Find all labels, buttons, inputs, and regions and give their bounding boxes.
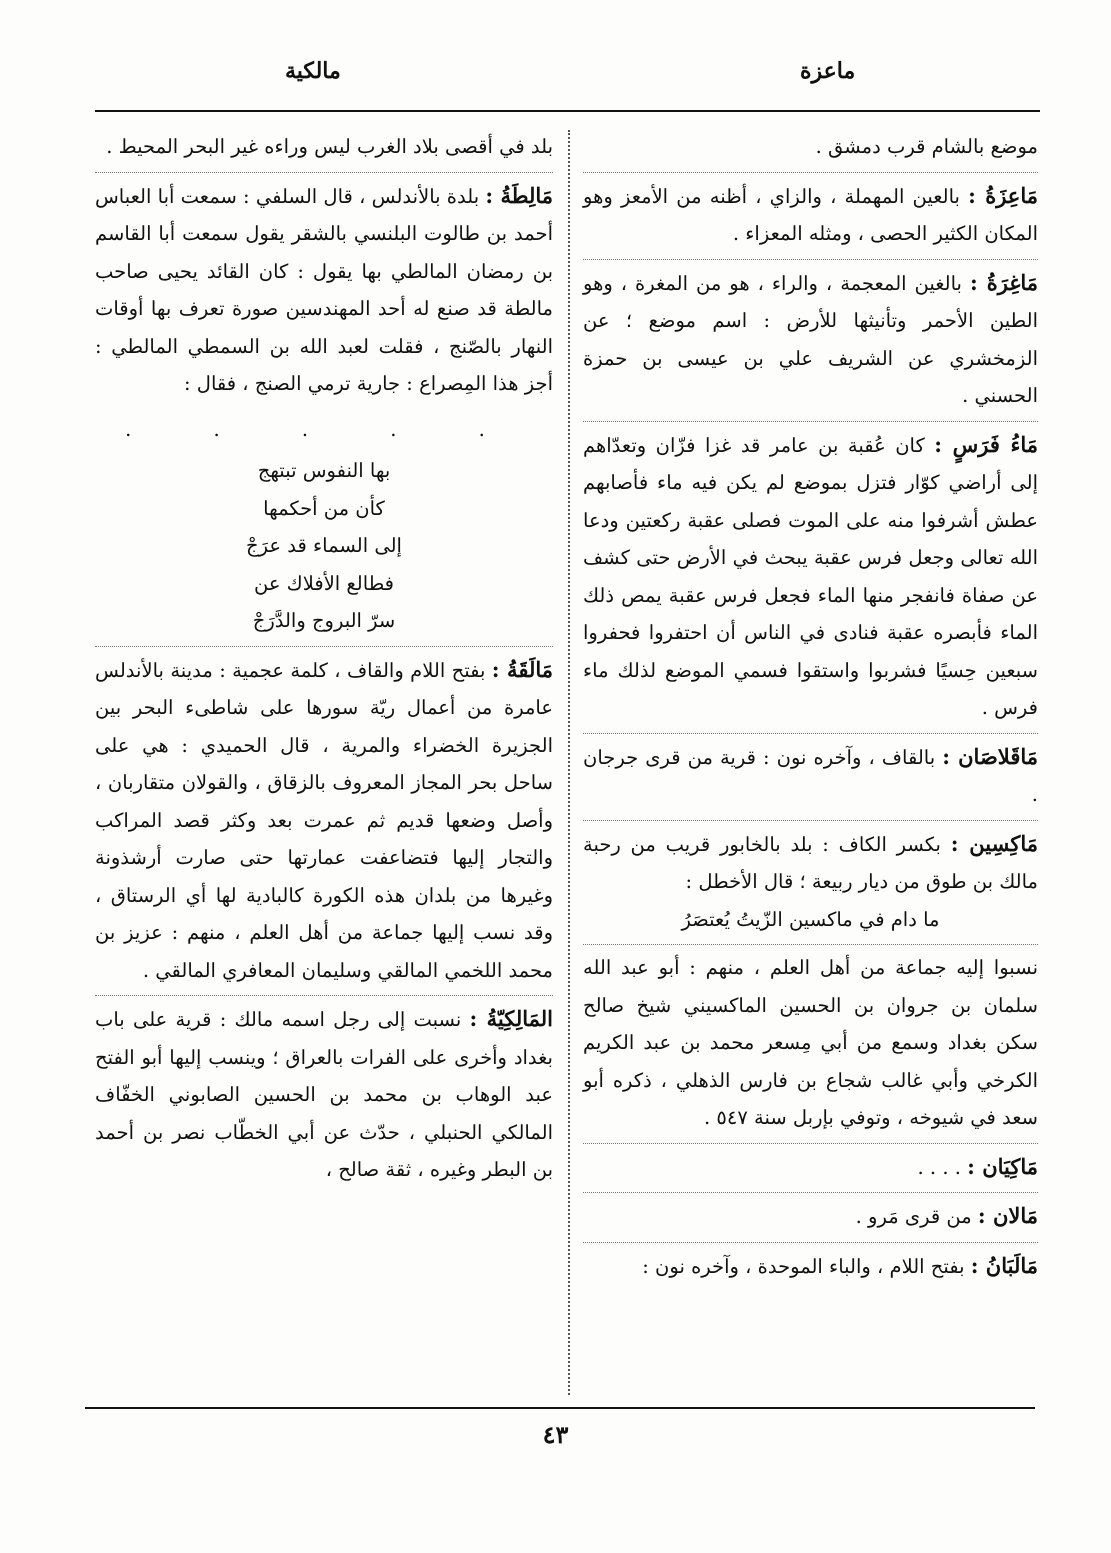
column-divider — [568, 130, 570, 1395]
entry-maizah — [583, 172, 1038, 253]
entry-text: بفتح اللام والقاف ، كلمة عجمية : مدينة بالأندلس عامرة من أعمال ريّة سورها على شاطىء البحر بين الجزيرة الخضراء والمرية ، قال الحميدي : هي على ساحل بحر المجاز المعروف بالزقاق ، والقولان متقاربان ، وأصل وضعها قديم ثم عمرت بعد وكثر قصد المراكب والتجار إليها فتضاعفت عمارتها حتى صارت أرشذونة وغيرها من بلدان هذه الكورة كالبادية لها أي الرستاق ، وقد نسب إليها جماعة من أهل العلم ، منهم : عزيز بن محمد اللخمي المالقي وسليمان المعافري المالقي . — [95, 658, 553, 982]
entry-text: بفتح اللام ، والباء الموحدة ، وآخره نون : — [642, 1254, 971, 1278]
entry-text: نسبت إلى رجل اسمه مالك : قرية على باب بغداد وأخرى على الفرات بالعراق ؛ وينسب إليها أبو الفتح عبد الوهاب بن محمد بن الحسين الصابوني الخفّاف المالكي الحنبلي ، حدّث عن أبي الخطّاب نصر بن أحمد بن البطر وغيره ، ثقة صالح ، — [95, 1008, 553, 1181]
headword: المَالِكِيّةُ : — [469, 1006, 553, 1031]
right-column — [583, 128, 1038, 1285]
entry-malikiyyah — [95, 995, 553, 1189]
poem-line: بها النفوس تبتهج — [257, 459, 391, 482]
entry-makisin — [583, 820, 1038, 901]
left-column — [95, 128, 553, 1189]
headword: مَالان : — [977, 1203, 1038, 1228]
entry-continuation: موضع بالشام قرب دمشق . — [815, 135, 1038, 158]
entry-text: نسبوا إليه جماعة من أهل العلم ، منهم : أبو عبد الله سلمان بن جروان بن الحسين الماكسيني شيخ صالح سكن بغداد وسمع من أبي مِسعر محمد بن عبد الكريم الكرخي وأبي غالب شجاع بن فارس الذهلي ، ذكره أبو سعد في شيوخه ، وتوفي بإربل سنة ٥٤٧ . — [583, 956, 1038, 1129]
headword: مَاعِزَةُ : — [968, 182, 1038, 208]
poem — [95, 452, 553, 640]
entry-maqalasan — [583, 733, 1038, 814]
entry-text: بالقاف ، وآخره نون : قرية من قرى جرجان . — [583, 745, 1038, 806]
running-header-right: ماعزة — [800, 58, 856, 84]
headword: مَاءُ فَرَسٍ : — [934, 431, 1038, 457]
page-number: ٤٣ — [542, 1420, 569, 1449]
entry-continuation: بلد في أقصى بلاد الغرب ليس وراءه غير البحر المحيط . — [106, 135, 553, 158]
footer-rule — [85, 1407, 1035, 1409]
entry-maghirah — [583, 259, 1038, 415]
poem-line: كأن من أحكمها — [263, 496, 385, 520]
entry-maa-faras — [583, 421, 1038, 727]
entry-makisin-continued — [583, 944, 1038, 1137]
entry-text: من قرى مَرو . — [855, 1205, 978, 1228]
headword: مَالِطَةُ : — [485, 182, 553, 208]
headword: مَالَقَةُ : — [491, 656, 553, 682]
headword: مَاكِسِين : — [950, 830, 1039, 856]
entry-maltah — [95, 172, 553, 403]
poem-line: سرّ البروج والدَّرَجْ — [252, 609, 396, 632]
headword: مَاغِرَةُ : — [969, 269, 1038, 295]
entry-text: بالعين المهملة ، والزاي ، أظنه من الأمعز وهو المكان الكثير الحصى ، ومثله المعزاء . — [583, 184, 1038, 245]
headword: مَاقَلاصَان : — [942, 743, 1039, 769]
entry-makiyan — [583, 1143, 1038, 1187]
header-rule — [95, 110, 1040, 112]
entry-malaban — [583, 1242, 1038, 1286]
headword: مَالَبَانُ : — [970, 1252, 1038, 1278]
ellipsis-dots: . . . . . — [125, 417, 523, 441]
poem-line: إلى السماء قد عرَجْ — [246, 534, 402, 557]
entry-text: بالغين المعجمة ، والراء ، هو من المغرة ، وهو الطين الأحمر وتأنيثها للأرض : اسم موضع ؛ عن الزمخشري عن الشريف علي بن عيسى بن حمزة الحسني . — [583, 271, 1038, 407]
entry-malan — [583, 1192, 1038, 1236]
entry-malaqah — [95, 646, 553, 990]
entry-text: بكسر الكاف : بلد بالخابور قريب من رحبة مالك بن طوق من ديار ربيعة ؛ قال الأخطل : — [583, 832, 1038, 893]
entry-text: كان عُقبة بن عامر قد غزا فزّان وتعدّاهم إلى أراضي كوّار فتزل بموضع لم يكن فيه ماء فأصابهم عطش أشرفوا منه على الموت فصلى عقبة ركعتين ودعا الله تعالى وجعل فرس عقبة يبحث في الأرض حتى كشف عن صفاة فانفجر منها الماء فجعل فرس عقبة يمص ذلك الماء فأبصره عقبة فنادى في الناس أن احتفروا فحفروا سبعين حِسيًا فشربوا واستقوا فسمي الموضع لذلك ماء فرس . — [583, 433, 1038, 719]
entry-text: بلدة بالأندلس ، قال السلفي : سمعت أبا العباس أحمد بن طالوت البلنسي بالشقر يقول سمعت أبا القاسم بن رمضان المالطي بها يقول : كان القائد يحيى صاحب مالطة قد صنع له أحد المهندسين صورة تعرف بها أوقات النهار بالصّنج ، فقلت لعبد الله بن السمطي المالطي : أجز هذا المِصراع : جارية ترمي الصنج ، فقال : — [95, 184, 553, 395]
verse-line: ما دام في ماكسين الزّيتُ يُعتصَرُ — [681, 907, 940, 931]
poem-line: فطالع الأفلاك عن — [253, 571, 395, 595]
entry-text: . . . . — [917, 1155, 968, 1179]
running-header-left: مالكية — [285, 58, 341, 84]
headword: مَاكِيَان : — [967, 1153, 1038, 1179]
